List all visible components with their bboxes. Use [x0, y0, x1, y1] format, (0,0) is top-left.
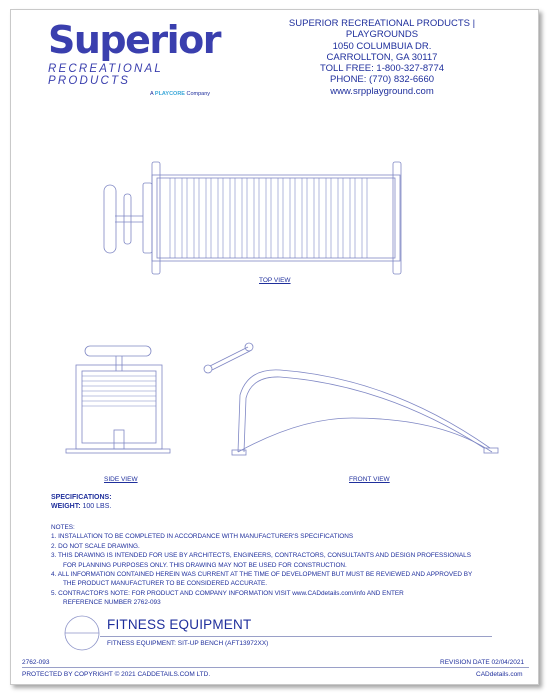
title-divider — [100, 636, 492, 637]
note-item: THE PRODUCT MANUFACTURER TO BE CONSIDERED ACCURATE. — [63, 580, 268, 588]
notes-heading: NOTES: — [51, 524, 75, 531]
note-item: 2. DO NOT SCALE DRAWING. — [51, 542, 140, 550]
front-view-label: FRONT VIEW — [349, 476, 390, 483]
front-view-drawing — [204, 343, 498, 455]
footer-divider — [22, 667, 529, 668]
note-item: FOR PLANNING PURPOSES ONLY. THIS DRAWING MAY NOT BE USED FOR CONSTRUCTION. — [63, 561, 347, 569]
logo-tag-suffix: Company — [184, 91, 211, 97]
drawing-number: 2762-093 — [22, 659, 50, 666]
company-address: 1050 COLUMBUIA DR. — [332, 40, 432, 52]
side-view-label: SIDE VIEW — [104, 476, 138, 483]
top-view-label: TOP VIEW — [259, 277, 291, 284]
revision-date: REVISION DATE 02/04/2021 — [440, 659, 525, 666]
specifications — [51, 494, 112, 511]
logo-tag-brand: PLAYCORE — [154, 91, 185, 97]
copyright-notice: PROTECTED BY COPYRIGHT © 2021 CADDETAILS.COM LTD. — [22, 671, 211, 678]
note-item: REFERENCE NUMBER 2762-093 — [63, 599, 161, 607]
note-item: 5. CONTRACTOR'S NOTE: FOR PRODUCT AND COMPANY INFORMATION VISIT www.CADdetails.com/info AND ENTER — [51, 589, 404, 597]
note-item: 3. THIS DRAWING IS INTENDED FOR USE BY ARCHITECTS, ENGINEERS, CONTRACTORS, CONSULTANTS AND DESIGN PROFESSIONALS — [51, 552, 471, 560]
company-city: CARROLLTON, GA 30117 — [326, 51, 438, 63]
logo-tag-prefix: A — [150, 91, 155, 97]
notes — [51, 523, 491, 608]
side-view-drawing — [66, 346, 170, 453]
caddetails-link[interactable]: CADdetails.com — [476, 671, 523, 678]
top-view-drawing — [104, 162, 401, 274]
company-name: SUPERIOR RECREATIONAL PRODUCTS | PLAYGROUNDS — [288, 18, 476, 41]
note-item: 1. INSTALLATION TO BE COMPLETED IN ACCORDANCE WITH MANUFACTURER'S SPECIFICATIONS — [51, 533, 354, 541]
logo-subtitle: RECREATIONAL PRODUCTS — [48, 63, 163, 87]
title-block-symbol — [65, 616, 99, 650]
drawing-subtitle: FITNESS EQUIPMENT: SIT-UP BENCH (AFT13972XX) — [107, 640, 269, 647]
drawing-title: FITNESS EQUIPMENT — [107, 617, 252, 632]
weight-label: WEIGHT: — [51, 502, 81, 510]
company-tollfree: TOLL FREE: 1-800-327-8774 — [319, 63, 445, 75]
note-item: 4. ALL INFORMATION CONTAINED HEREIN WAS CURRENT AT THE TIME OF DEVELOPMENT BUT MUST BE REVIEWED AND APPROVED BY — [51, 571, 473, 579]
company-website[interactable]: www.srpplayground.com — [330, 85, 434, 97]
weight-value: 100 LBS. — [80, 502, 112, 510]
specs-heading: SPECIFICATIONS: — [51, 494, 112, 501]
company-phone: PHONE: (770) 832-6660 — [329, 74, 435, 86]
logo-wordmark: Superior — [48, 18, 221, 62]
